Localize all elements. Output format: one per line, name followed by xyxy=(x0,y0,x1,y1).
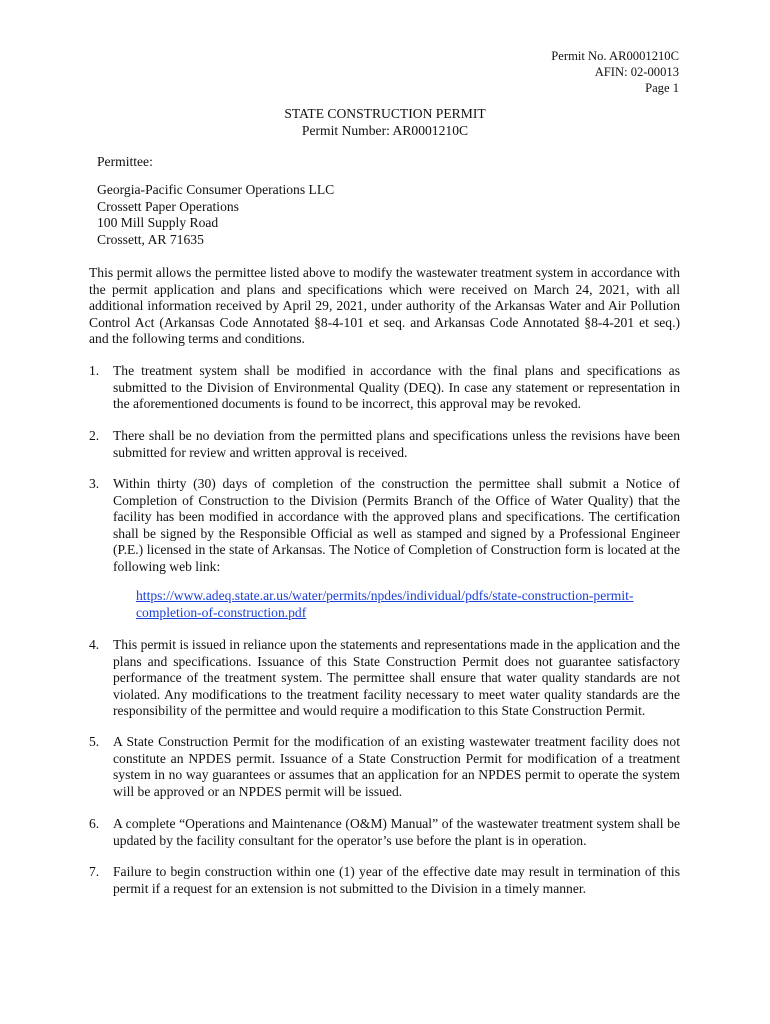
condition-text: Within thirty (30) days of completion of the construction the permittee shall submit a Notice of Completion of Construction to the Division (Permits Branch of the Office of Water Quality) that the facility has been modified in accordance with the approved plans and specifications. The certification shall be signed by the Responsible Official as well as stamped and signed by a Professional Engineer (P.E.) licensed in the state of Arkansas. The Notice of Completion of Construction form is located at the following web link: xyxy=(113,476,680,574)
permittee-address xyxy=(97,182,334,248)
link-line-1: https://www.adeq.state.ar.us/water/permits/npdes/individual/pdfs/state-construction-permit- xyxy=(136,588,634,603)
condition-number: 2. xyxy=(89,428,100,443)
condition-item-3 xyxy=(89,476,680,576)
address-line: Crossett, AR 71635 xyxy=(97,231,204,247)
condition-item-6 xyxy=(89,816,680,849)
condition-item-4 xyxy=(89,637,680,720)
title-line-1: STATE CONSTRUCTION PERMIT xyxy=(284,106,486,121)
condition-item-7 xyxy=(89,864,680,897)
permittee-label: Permittee: xyxy=(97,154,153,169)
completion-form-link[interactable] xyxy=(136,588,696,621)
address-line: Crossett Paper Operations xyxy=(97,198,239,214)
condition-number: 1. xyxy=(89,363,100,378)
condition-text: Failure to begin construction within one (1) year of the effective date may result in termination of this permit if a request for an extension is not submitted to the Division in a timely manner. xyxy=(113,864,680,896)
address-line: 100 Mill Supply Road xyxy=(97,215,219,231)
title-line-2: Permit Number: AR0001210C xyxy=(301,122,469,138)
condition-number: 3. xyxy=(89,476,100,491)
address-line: Georgia-Pacific Consumer Operations LLC xyxy=(97,182,335,197)
condition-number: 7. xyxy=(89,864,100,879)
document-title xyxy=(0,106,770,139)
condition-number: 5. xyxy=(89,734,100,749)
condition-number: 6. xyxy=(89,816,100,831)
condition-number: 4. xyxy=(89,637,100,652)
condition-text: The treatment system shall be modified in accordance with the final plans and specifications as submitted to the Division of Environmental Quality (DEQ). In case any statement or representation in the aforementioned documents is found to be incorrect, this approval may be revoked. xyxy=(113,363,680,412)
permit-number-header: Permit No. AR0001210C xyxy=(551,49,679,63)
intro-paragraph: This permit allows the permittee listed above to modify the wastewater treatment system in accordance with the permit application and plans and specifications which were received on March 24, 2021, with all additional information received by April 29, 2021, under authority of the Arkansas Water and Air Pollution Control Act (Arkansas Code Annotated §8-4-101 et seq. and Arkansas Code Annotated §8-4-201 et seq.) and the following terms and conditions. xyxy=(89,265,680,347)
condition-text: A State Construction Permit for the modification of an existing wastewater treatment facility does not constitute an NPDES permit. Issuance of a State Construction Permit for modification of a treatment system in no way guarantees or assumes that an application for an NPDES permit to operate the system will be approved or an NPDES permit will be issued. xyxy=(113,734,680,799)
condition-item-1 xyxy=(89,363,680,413)
page-header xyxy=(551,48,679,96)
link-line-2: completion-of-construction.pdf xyxy=(136,604,307,620)
condition-text: There shall be no deviation from the permitted plans and specifications unless the revisions have been submitted for review and written approval is received. xyxy=(113,428,680,460)
condition-item-5 xyxy=(89,734,680,800)
afin-header: AFIN: 02-00013 xyxy=(594,65,679,79)
condition-text: A complete “Operations and Maintenance (O&M) Manual” of the wastewater treatment system shall be updated by the facility consultant for the operator’s use before the plant is in operation. xyxy=(113,816,680,848)
page-number: Page 1 xyxy=(645,81,679,95)
condition-item-2 xyxy=(89,428,680,461)
condition-text: This permit is issued in reliance upon the statements and representations made in the application and the plans and specifications. Issuance of this State Construction Permit does not guarantee satisfactory performance of the treatment system. The permittee shall ensure that water quality standards are not violated. Any modifications to the treatment facility necessary to meet water quality standards are the responsibility of the permittee and would require a modification to this State Construction Permit. xyxy=(113,637,681,719)
